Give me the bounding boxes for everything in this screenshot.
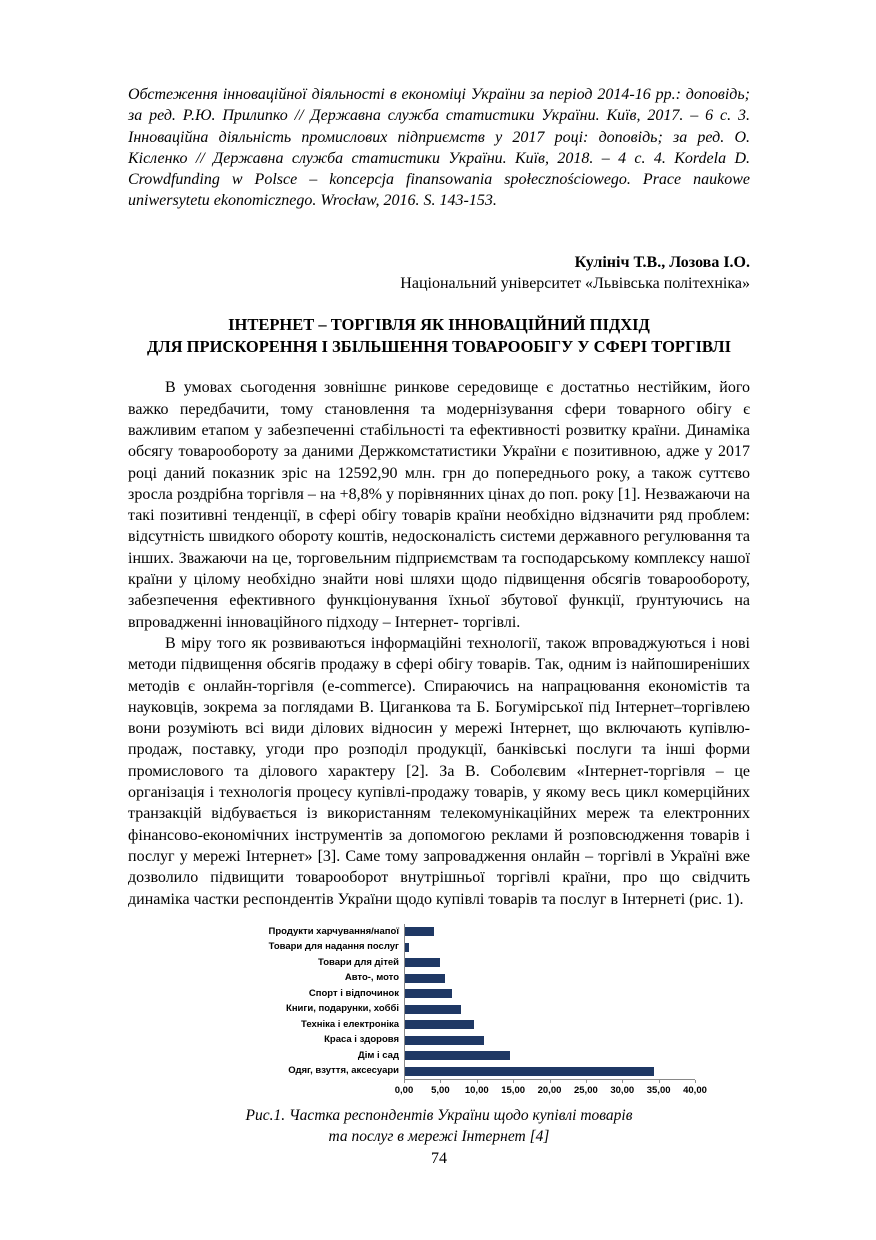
chart-tick-mark	[695, 1080, 696, 1083]
chart-category-label: Техніка і електроніка	[300, 1018, 399, 1030]
chart-x-axis	[394, 1079, 707, 1097]
chart-row	[232, 939, 698, 955]
authors-block	[128, 252, 750, 295]
paragraph-1: В умовах сьогодення зовнішнє ринкове середовище є достатньо нестійким, його важко передбачити, тому становлення та модернізування сфери товарного обігу є важливим етапом у забезпеченні стабільності та ефективності розвитку країни. Динаміка обсягу товарообороту за даними Держкомстатистики України є позитивною, адже у 2017 році даний показник зріс на 12592,90 млн. грн до попереднього року, а також суттєво зросла роздрібна торгівля – на +8,8% у порівнянних цінах до поп. року [1]. Незважаючи на такі позитивні тенденції, в сфері обігу товарів країни необхідно відзначити ряд проблем: відсутність швидкого обороту коштів, недосконалість системи державного регулювання та інших. Зважаючи на це, торговельним підприємствам та господарському комплексу нашої країни у цілому необхідно знайти нові шляхи щодо підвищення обсягів товарообороту, забезпечення ефективного функціонування їхньої збутової функції, ґрунтуючись на впровадженні інноваційного підходу – Інтернет- торгівлі.	[128, 379, 750, 631]
chart-x-tick-label: 30,00	[610, 1084, 635, 1096]
chart-x-tick-label: 35,00	[646, 1084, 671, 1096]
chart-tick-mark	[404, 1080, 405, 1083]
article-title-line2: ДЛЯ ПРИСКОРЕННЯ І ЗБІЛЬШЕННЯ ТОВАРООБІГУ У СФЕРІ ТОРГІВЛІ	[146, 336, 732, 356]
chart-row	[232, 1032, 698, 1048]
chart-bar-area	[404, 939, 694, 955]
chart-category-label: Продукти харчування/напої	[268, 925, 399, 937]
article-title-line1: ІНТЕРНЕТ – ТОРГІВЛЯ ЯК ІННОВАЦІЙНИЙ ПІДХІД	[228, 315, 650, 335]
page-number: 74	[431, 1149, 447, 1167]
chart-x-tick-label: 0,00	[394, 1084, 414, 1096]
chart-tick-mark	[513, 1080, 514, 1083]
chart-category-label: Авто-, мото	[344, 972, 399, 984]
chart-x-tick-label: 15,00	[501, 1084, 526, 1096]
chart-tick-mark	[586, 1080, 587, 1083]
chart-row	[232, 970, 698, 986]
chart-row	[232, 955, 698, 971]
chart-x-tick-label: 5,00	[431, 1084, 450, 1096]
chart-bar	[405, 1020, 474, 1029]
chart-bar-area	[404, 1048, 694, 1064]
chart-category-label: Книги, подарунки, хоббі	[286, 1003, 399, 1015]
chart-bar	[405, 943, 409, 952]
chart-row	[232, 1063, 698, 1079]
chart-x-tick-label: 40,00	[683, 1084, 707, 1096]
chart-category-label: Товари для дітей	[318, 956, 399, 968]
chart-category-label: Краса і здоровя	[324, 1034, 399, 1046]
references-text: Обстеження інноваційної діяльності в економіці України за період 2014-16 рр.: доповідь; за ред. Р.Ю. Прилипко // Державна служба статистики України. Київ, 2017. – 6 с. 3. Інноваційна діяльність промислових підприємств у 2017 році: доповідь; за ред. О. Кісленко // Державна служба статистики України. Київ, 2018. – 4 с. 4. Kordela D. Crowdfunding w Polsce – koncepcja finansowania społecznościowego. Prace naukowe uniwersytetu ekonomicznego. Wrocław, 2016. S. 143-153.	[128, 86, 750, 210]
chart-row	[232, 986, 698, 1002]
chart-category-label: Одяг, взуття, аксесуари	[288, 1065, 399, 1077]
figure-caption-line2: та послуг в мережі Інтернет [4]	[328, 1127, 550, 1145]
chart-category-label: Спорт і відпочинок	[308, 987, 399, 999]
chart-category-label: Дім і сад	[357, 1049, 399, 1061]
article-title	[128, 314, 750, 357]
page-content	[128, 84, 750, 1168]
chart-row	[232, 924, 698, 940]
chart-tick-mark	[659, 1080, 660, 1083]
chart-bar-area	[404, 955, 694, 971]
chart-row	[232, 1048, 698, 1064]
chart-row	[232, 1017, 698, 1033]
chart-row	[232, 1001, 698, 1017]
chart-bar-area	[404, 1001, 694, 1017]
chart-bar-area	[404, 1063, 694, 1079]
chart-tick-mark	[477, 1080, 478, 1083]
chart-bar	[405, 958, 440, 967]
chart-bar	[405, 1051, 510, 1060]
chart-bar	[405, 989, 452, 998]
chart-x-tick-label: 20,00	[537, 1084, 562, 1096]
chart-x-tick-label: 25,00	[573, 1084, 598, 1096]
affiliation: Національний університет «Львівська політехніка»	[400, 275, 750, 293]
chart-bar	[405, 927, 434, 936]
chart-bar-area	[404, 1017, 694, 1033]
chart-bar-area	[404, 986, 694, 1002]
chart-axis-spacer	[232, 1079, 404, 1097]
figure-caption-line1: Рис.1. Частка респондентів України щодо купівлі товарів	[245, 1106, 633, 1124]
chart-bar	[405, 1036, 484, 1045]
chart-bar	[405, 1067, 654, 1076]
paragraph-2: В міру того як розвиваються інформаційні технології, також впроваджуються і нові методи підвищення обсягів продажу в сфері обігу товарів. Так, одним із найпоширеніших методів є онлайн-торгівля (e-commerce). Спираючись на напрацювання економістів та науковців, зокрема за поглядами В. Циганкова та Б. Богумірської під Інтернет–торгівлею вони розуміють всі види ділових відносин у мережі Інтернет, що включають купівлю-продаж, поставку, угоди про розподіл продукції, банківські послуги та інші форми промислового та ділового характеру [2]. За В. Соболєвим «Інтернет-торгівля – це організація і технологія процесу купівлі-продажу товарів, у якому весь цикл комерційних транзакцій відбувається із використанням телекомунікаційних мереж та електронних фінансово-економічних інструментів за допомогою реклами й розповсюдження товарів і послуг у мережі Інтернет» [3]. Саме тому запровадження онлайн – торгівлі в Україні вже дозволило підвищити товарооборот внутрішньої торгівлі країни, про що свідчить динаміка частки респондентів України щодо купівлі товарів та послуг в Інтернеті (рис. 1).	[128, 634, 750, 908]
chart-bar	[405, 974, 445, 983]
chart-tick-mark	[440, 1080, 441, 1083]
chart-category-label: Товари для надання послуг	[268, 941, 399, 953]
figure-1-bar-chart	[232, 924, 707, 1097]
chart-x-tick-label: 10,00	[464, 1084, 489, 1096]
chart-rows	[232, 924, 698, 1079]
chart-axis-row	[232, 1079, 707, 1097]
chart-tick-mark	[622, 1080, 623, 1083]
chart-bar-area	[404, 1032, 694, 1048]
figure-caption	[128, 1105, 750, 1147]
chart-bar	[405, 1005, 461, 1014]
chart-tick-mark	[550, 1080, 551, 1083]
chart-bar-area	[404, 924, 694, 940]
chart-bar-area	[404, 970, 694, 986]
authors: Кулініч Т.В., Лозова І.О.	[574, 253, 750, 271]
